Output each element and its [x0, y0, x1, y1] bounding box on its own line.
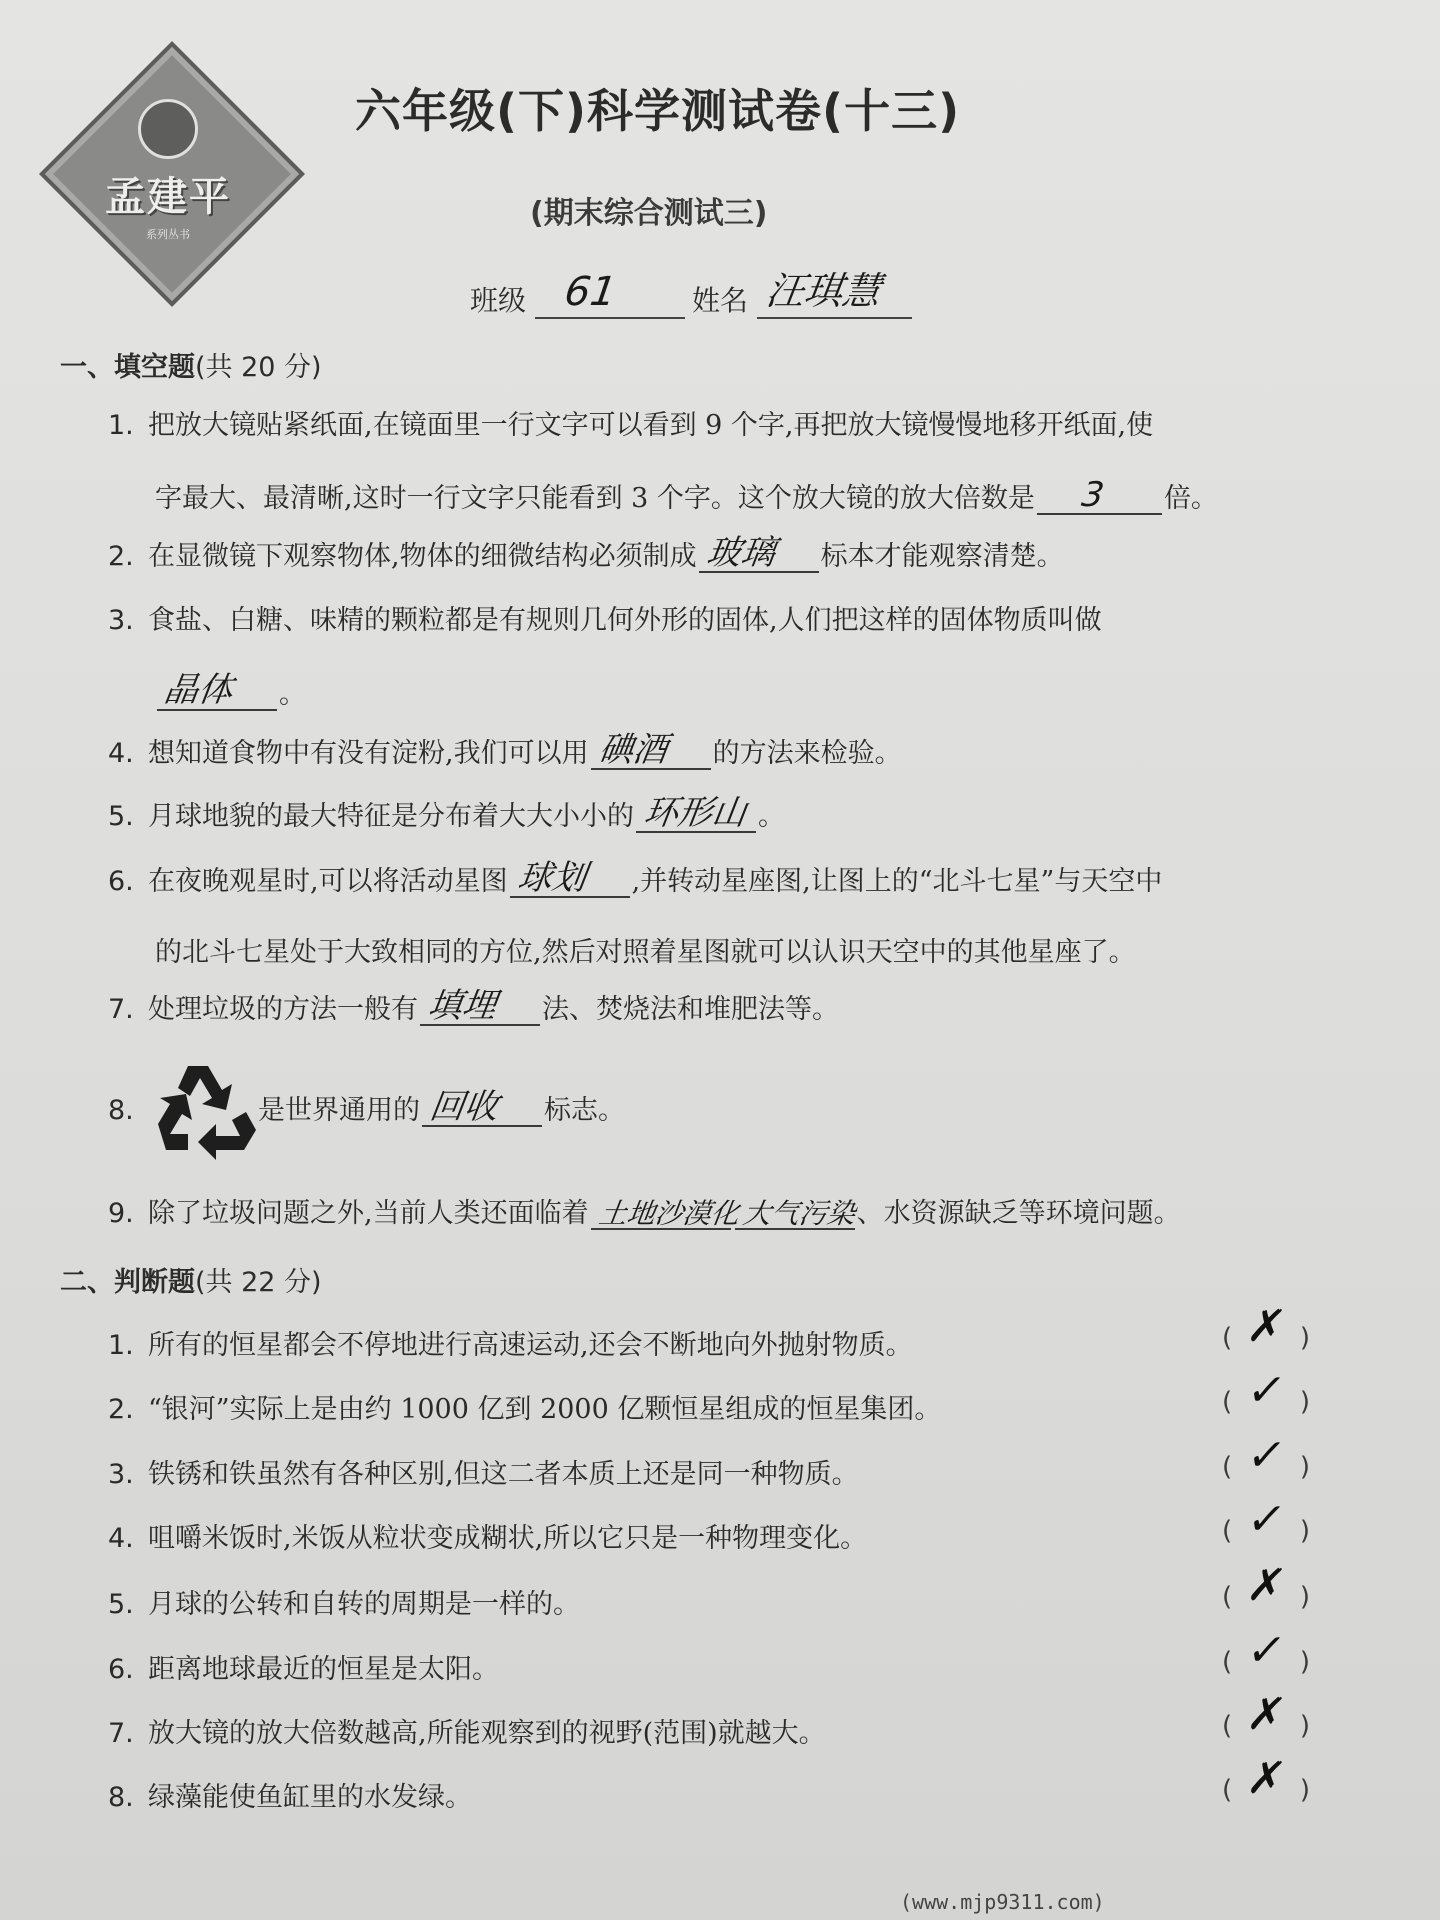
- handwritten-answer: 大气污染: [740, 1196, 857, 1230]
- answer-blank: [636, 792, 756, 833]
- question-number: 1.: [108, 1330, 134, 1361]
- question-text: 想知道食物中有没有淀粉,我们可以用: [148, 738, 589, 769]
- question-1: [108, 410, 1338, 442]
- question-9: [108, 1198, 1338, 1230]
- question-text: 倍。: [1163, 483, 1218, 514]
- question-number: 8.: [108, 1095, 134, 1126]
- question-number: 2.: [108, 1394, 134, 1425]
- answer-parentheses: ( ) ✗: [1222, 1753, 1310, 1805]
- answer-parentheses: ( ) ✗: [1222, 1301, 1310, 1353]
- question-4: [108, 729, 1338, 770]
- question-text: ,并转动星座图,让图上的“北斗七星”与天空中: [631, 866, 1163, 897]
- question-number: 4.: [108, 738, 134, 769]
- question-number: 9.: [108, 1198, 134, 1229]
- section-title-text: 二、判断题: [60, 1267, 195, 1298]
- question-text: 月球的公转和自转的周期是一样的。: [148, 1589, 580, 1620]
- publisher-logo: [78, 80, 258, 260]
- question-text: 。: [758, 801, 785, 832]
- handwritten-answer: 3: [1079, 475, 1107, 515]
- judgment-item: [108, 1365, 1328, 1426]
- answer-blank-2: [735, 1198, 855, 1230]
- question-text: 在显微镜下观察物体,物体的细微结构必须制成: [148, 541, 697, 572]
- answer-blank: [1037, 475, 1162, 515]
- logo-text: 孟建平: [105, 172, 231, 220]
- judgment-item: [108, 1430, 1328, 1491]
- handwritten-answer: 环形山: [641, 792, 749, 833]
- name-value: 汪琪慧: [763, 269, 884, 313]
- check-mark-icon: ✓: [1243, 1494, 1290, 1545]
- check-mark-icon: ✓: [1243, 1430, 1290, 1481]
- question-text: 标志。: [544, 1095, 625, 1126]
- question-number: 5.: [108, 801, 134, 832]
- question-text: 标本才能观察清楚。: [820, 541, 1064, 572]
- question-text: 所有的恒星都会不停地进行高速运动,还会不断地向外抛射物质。: [148, 1330, 913, 1361]
- question-number: 1.: [108, 410, 134, 441]
- question-5: [108, 792, 1338, 833]
- logo-subtext: 系列丛书: [146, 227, 190, 241]
- handwritten-answer: 晶体: [161, 670, 236, 710]
- section-title-text: 一、填空题: [60, 352, 195, 383]
- judgment-item: [108, 1494, 1328, 1555]
- cross-mark-icon: ✗: [1243, 1753, 1290, 1804]
- class-label: 班级: [470, 284, 527, 317]
- handwritten-answer: 碘酒: [595, 729, 670, 770]
- handwritten-answer: 回收: [427, 1086, 501, 1127]
- section-points: (共 20 分): [195, 352, 322, 383]
- footer-url: (www.mjp9311.com): [900, 1890, 1105, 1914]
- judgment-item: [108, 1753, 1328, 1814]
- question-6-line2: 的北斗七星处于大致相同的方位,然后对照着星图就可以认识天空中的其他星座了。: [155, 937, 1136, 968]
- class-line: [535, 269, 685, 319]
- cross-mark-icon: ✗: [1243, 1689, 1290, 1740]
- question-text: 铁锈和铁虽然有各种区别,但这二者本质上还是同一种物质。: [148, 1459, 859, 1490]
- question-text: 的方法来检验。: [712, 738, 902, 769]
- judgment-item: [108, 1689, 1328, 1750]
- recycle-icon: [150, 1058, 260, 1163]
- question-text: 食盐、白糖、味精的颗粒都是有规则几何外形的固体,人们把这样的固体物质叫做: [148, 605, 1102, 636]
- question-text: 。: [279, 679, 306, 710]
- handwritten-answer: 填埋: [425, 985, 499, 1026]
- section-true-false-title: [60, 1260, 322, 1299]
- question-text: 把放大镜贴紧纸面,在镜面里一行文字可以看到 9 个字,再把放大镜慢慢地移开纸面,使: [148, 410, 1154, 441]
- answer-parentheses: ( ) ✓: [1222, 1430, 1310, 1482]
- answer-parentheses: ( ) ✓: [1222, 1494, 1310, 1546]
- question-text: 距离地球最近的恒星是太阳。: [148, 1654, 499, 1685]
- question-3: [108, 605, 1338, 637]
- question-number: 5.: [108, 1589, 134, 1620]
- question-7: [108, 985, 1338, 1026]
- cross-mark-icon: ✗: [1243, 1301, 1290, 1352]
- question-number: 2.: [108, 541, 134, 572]
- question-text: 是世界通用的: [258, 1095, 420, 1126]
- answer-parentheses: ( ) ✗: [1222, 1689, 1310, 1741]
- question-number: 3.: [108, 605, 134, 636]
- question-number: 8.: [108, 1782, 134, 1813]
- answer-parentheses: ( ) ✓: [1222, 1625, 1310, 1677]
- question-text: 绿藻能使鱼缸里的水发绿。: [148, 1782, 472, 1813]
- question-number: 6.: [108, 1654, 134, 1685]
- question-number: 6.: [108, 866, 134, 897]
- handwritten-answer: 玻璃: [703, 532, 778, 573]
- class-field: [470, 269, 685, 319]
- question-text: 除了垃圾问题之外,当前人类还面临着: [148, 1198, 589, 1229]
- question-number: 7.: [108, 1718, 134, 1749]
- question-text: 法、焚烧法和堆肥法等。: [542, 994, 839, 1025]
- section-fill-in-title: [60, 345, 322, 384]
- name-field: [692, 269, 912, 319]
- question-number: 3.: [108, 1459, 134, 1490]
- answer-blank: [422, 1086, 542, 1127]
- question-text: 、水资源缺乏等环境问题。: [856, 1198, 1181, 1229]
- answer-blank: [420, 985, 540, 1026]
- answer-blank: [699, 532, 819, 573]
- answer-blank-1: [591, 1196, 741, 1230]
- class-value: 61: [561, 269, 620, 315]
- name-line: [757, 269, 912, 319]
- question-3-line2: [155, 672, 306, 711]
- question-8: [108, 1086, 1338, 1127]
- check-mark-icon: ✓: [1243, 1365, 1290, 1416]
- answer-blank: [591, 729, 711, 770]
- seal-icon: [138, 99, 198, 159]
- question-text: 处理垃圾的方法一般有: [148, 994, 418, 1025]
- question-text: “银河”实际上是由约 1000 亿到 2000 亿颗恒星组成的恒星集团。: [148, 1394, 942, 1425]
- question-2: [108, 532, 1338, 573]
- question-text: 月球地貌的最大特征是分布着大大小小的: [148, 801, 634, 832]
- question-text: 放大镜的放大倍数越高,所能观察到的视野(范围)就越大。: [148, 1718, 826, 1749]
- question-text: 咀嚼米饭时,米饭从粒状变成糊状,所以它只是一种物理变化。: [148, 1523, 868, 1554]
- check-mark-icon: ✓: [1243, 1625, 1290, 1676]
- question-number: 4.: [108, 1523, 134, 1554]
- page-subtitle: (期末综合测试三): [530, 196, 768, 231]
- question-6: [108, 857, 1338, 898]
- answer-blank: [510, 857, 630, 898]
- handwritten-answer: 土地沙漠化: [596, 1196, 741, 1230]
- question-number: 7.: [108, 994, 134, 1025]
- answer-blank: [157, 670, 277, 711]
- name-label: 姓名: [692, 284, 749, 317]
- handwritten-answer: 球划: [514, 857, 589, 898]
- judgment-item: [108, 1625, 1328, 1686]
- question-1-line2: [155, 476, 1218, 515]
- judgment-item: [108, 1301, 1328, 1362]
- section-points: (共 22 分): [195, 1267, 322, 1298]
- cross-mark-icon: ✗: [1243, 1560, 1290, 1611]
- answer-parentheses: ( ) ✗: [1222, 1560, 1310, 1612]
- judgment-item: [108, 1560, 1328, 1621]
- question-text: 字最大、最清晰,这时一行文字只能看到 3 个字。这个放大镜的放大倍数是: [155, 483, 1035, 514]
- page-title: 六年级(下)科学测试卷(十三): [355, 84, 961, 138]
- question-text: 在夜晚观星时,可以将活动星图: [148, 866, 508, 897]
- answer-parentheses: ( ) ✓: [1222, 1365, 1310, 1417]
